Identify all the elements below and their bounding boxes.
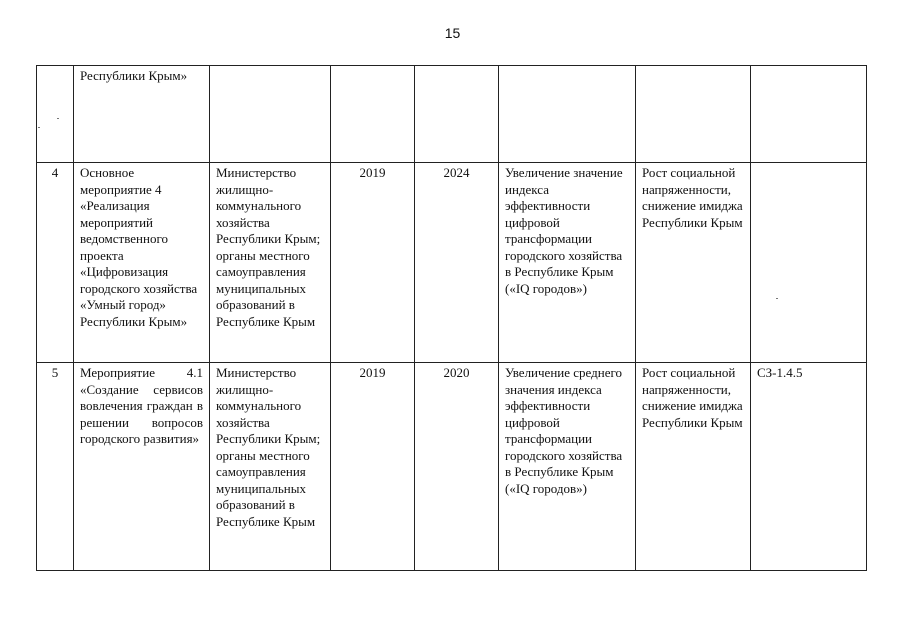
row-number [37, 66, 74, 163]
table-row [37, 363, 867, 571]
executor [210, 66, 331, 163]
executor: Министерство жилищно-коммунального хозяйства Республики Крым; органы местного самоуправления муниципальных образований в Республике Крым [210, 363, 331, 571]
start-year: 2019 [331, 363, 415, 571]
link-code: СЗ-1.4.5 [751, 363, 867, 571]
link-code [751, 66, 867, 163]
expected-result: Увеличение среднего значения индекса эффективности цифровой трансформации городского хозяйства в Республике Крым («IQ городов») [499, 363, 636, 571]
end-year [415, 66, 499, 163]
executor: Министерство жилищно-коммунального хозяйства Республики Крым; органы местного самоуправления муниципальных образований в Республике Крым [210, 163, 331, 363]
consequence: Рост социальной напряженности, снижение имиджа Республики Крым [636, 163, 751, 363]
start-year [331, 66, 415, 163]
row-number: 5 [37, 363, 74, 571]
table-row [37, 66, 867, 163]
consequence [636, 66, 751, 163]
page-number: 15 [444, 25, 461, 41]
start-year: 2019 [331, 163, 415, 363]
event-name: Мероприятие 4.1 «Создание сервисов вовлечения граждан в решении вопросов городского развития» [74, 363, 210, 571]
row-number: 4 [37, 163, 74, 363]
end-year: 2020 [415, 363, 499, 571]
expected-result [499, 66, 636, 163]
end-year: 2024 [415, 163, 499, 363]
link-code [751, 163, 867, 363]
consequence: Рост социальной напряженности, снижение имиджа Республики Крым [636, 363, 751, 571]
measures-table [36, 65, 867, 571]
event-name: Основное мероприятие 4 «Реализация мероприятий ведомственного проекта «Цифровизация городского хозяйства «Умный город» Республики Крым» [74, 163, 210, 363]
event-name: Республики Крым» [74, 66, 210, 163]
expected-result: Увеличение значение индекса эффективности цифровой трансформации городского хозяйства в Республике Крым («IQ городов») [499, 163, 636, 363]
table-row [37, 163, 867, 363]
